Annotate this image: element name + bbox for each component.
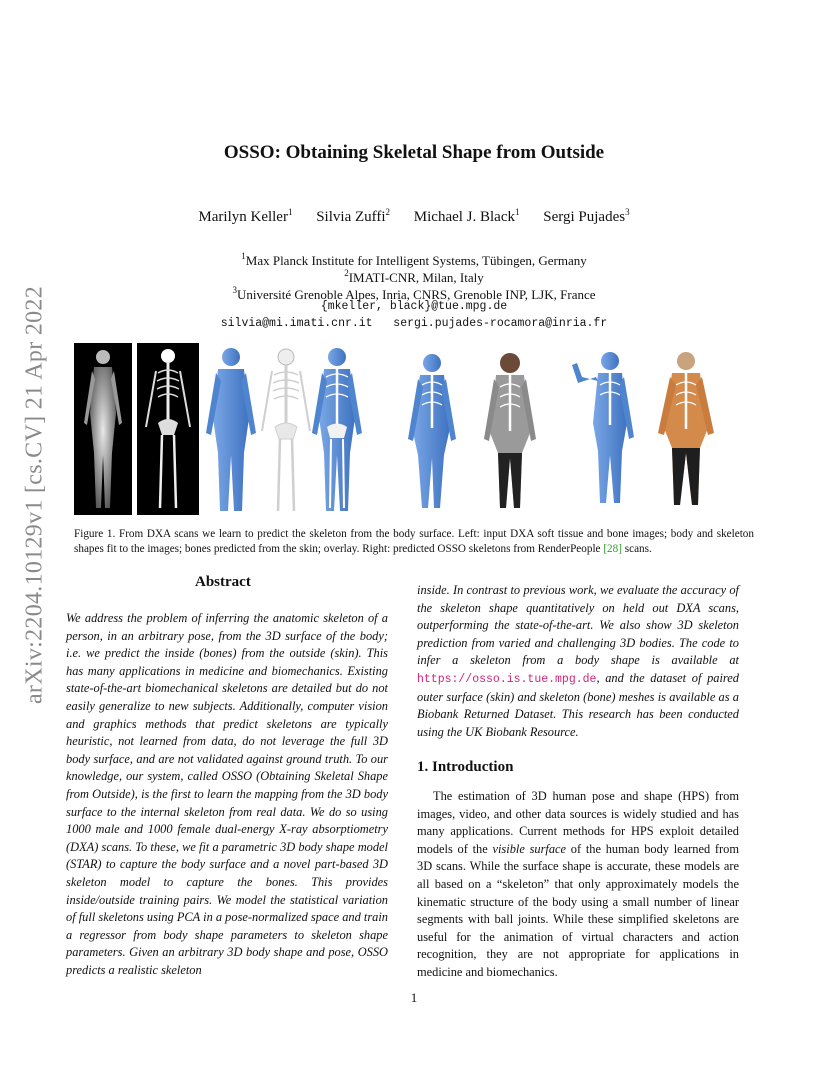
affiliation-3: $^3$Université Grenoble Alpes, Inria, CNRS, Grenoble INP, LJK, France — [232, 285, 596, 302]
author-list — [0, 207, 828, 226]
body-shape-fit — [206, 348, 256, 511]
predicted-skeleton-1 — [408, 354, 456, 508]
email-line-1: {mkeller, black}@tue.mpg.de — [320, 300, 508, 313]
figure-caption: Figure 1. From DXA scans we learn to predict the skeleton from the body surface. Left: input DXA soft tissue and bone images; body and skeleton shapes fit to the images; bones predicted from the skin; overlay. Right: predicted OSSO skeletons from RenderPeople [28] scans. — [74, 528, 754, 555]
page-number: 1 — [410, 990, 418, 1005]
author: Silvia Zuffi$^2$ — [316, 207, 391, 225]
intro-paragraph: The estimation of 3D human pose and shape (HPS) from images, video, and other data sources is widely studied and has many applications. Current methods for HPS exploit detailed models of the visible surface of the human body learned from 3D scans. While the surface shape is accurate, these models are all based on a “skeleton” that only approximately models the kinematic structure of the body using a small number of linear segments with ball joints. While these simplified skeletons are useful for the animation of virtual characters and action recognition, they are not appropriate for applications in medicine and biomechanics. — [417, 789, 740, 979]
author: Michael J. Black$^1$ — [413, 207, 520, 225]
abstract-continued: inside. In contrast to previous work, we evaluate the accuracy of the skeleton shape quantitatively on held out DXA scans, outperforming the state-of-the-art. We also show 3D skeleton prediction from varied and challenging 3D bodies. The code to infer a skeleton from a body shape is available at https://osso.is.tue.mpg.de, and the dataset of paired outer surface (skin) and skeleton (bone) meshes is available as a Biobank Returned Dataset. This research has been conducted using the UK Biobank Resource. — [417, 583, 739, 739]
abstract-body: We address the problem of inferring the anatomic skeleton of a person, in an arbitrary pose, from the 3D surface of the body; i.e. we predict the inside (bones) from the outside (skin). This has many applications in medicine and biomechanics. Existing state-of-the-art biomechanical skeletons are detailed but do not easily generalize to new subjects. Additionally, computer vision and graphics methods that predict skeletons are typically heuristic, not learned from data, do not leverage the full 3D body surface, and are not validated against ground truth. To our knowledge, our system, called OSSO (Obtaining Skeletal Shape from Outside), is the first to learn the mapping from the 3D body surface to the internal skeleton from real data. We do so using 1000 male and 1000 female dual-energy X-ray absorptiometry (DXA) scans. To these, we fit a parametric 3D body shape model (STAR) to capture the body surface and a novel part-based 3D skeleton model to capture the bones. This provides inside/outside training pairs. We model the statistical variation of full skeletons using PCA in a pose-normalized space and train a regressor from body shape parameters to skeleton shape parameters. Given an arbitrary 3D body shape and pose, OSSO predicts a realistic skeleton — [66, 611, 388, 977]
project-url-link[interactable]: https://osso.is.tue.mpg.de — [417, 672, 597, 686]
predicted-skeleton-4 — [658, 352, 714, 505]
affiliation-1: $^1$Max Planck Institute for Intelligent Systems, Tübingen, Germany — [241, 251, 587, 268]
arxiv-stamp — [20, 285, 50, 705]
intro-heading: 1. Introduction — [417, 759, 514, 775]
teaser-figure — [74, 343, 730, 515]
email-line-2: silvia@mi.imati.cnr.it sergi.pujades-rocamora@inria.fr — [220, 317, 608, 330]
abstract-heading: Abstract — [195, 574, 251, 590]
dxa-soft-tissue-image — [74, 343, 132, 515]
author: Marilyn Keller$^1$ — [198, 207, 293, 225]
predicted-skeleton-2 — [484, 353, 536, 508]
overlay-figure — [312, 348, 362, 511]
predicted-skeleton-3 — [572, 352, 634, 503]
citation-link[interactable]: [28] — [603, 543, 622, 555]
affiliation-2: $^2$IMATI-CNR, Milan, Italy — [344, 268, 484, 285]
paper-title: OSSO: Obtaining Skeletal Shape from Outside — [223, 142, 605, 163]
dxa-bone-image — [137, 343, 199, 515]
arxiv-stamp-text: arXiv:2204.10129v1 [cs.CV] 21 Apr 2022 — [21, 285, 48, 705]
skeleton-shape-fit — [262, 349, 310, 511]
author: Sergi Pujades$^3$ — [543, 207, 630, 225]
